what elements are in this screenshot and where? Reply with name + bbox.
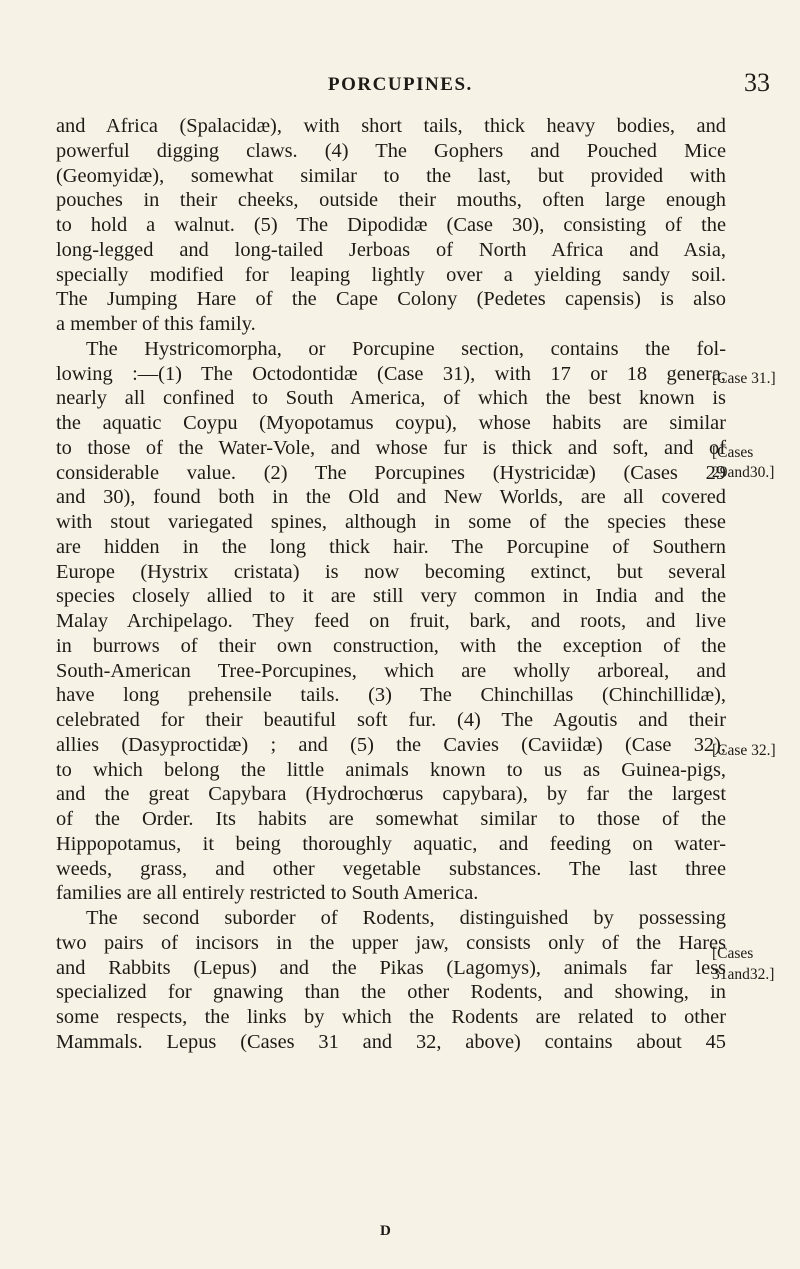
text-line: with stout variegated spines, although in some of the species these: [56, 511, 726, 533]
text-line: weeds, grass, and other vegetable substances. The last three: [56, 857, 726, 880]
text-line: specialized for gnawing than the other Rodents, and showing, in: [56, 981, 726, 1004]
text-line: some respects, the links by which the Rodents are related to other: [56, 1006, 726, 1028]
text-line: lowing :—(1) The Octodontidæ (Case 31), with 17 or 18 genera,: [56, 362, 726, 385]
text-line: celebrated for their beautiful soft fur. (4) The Agoutis and their: [56, 709, 726, 731]
text-line: the aquatic Coypu (Myopotamus coypu), whose habits are similar: [56, 412, 726, 434]
text-line: and Africa (Spalacidæ), with short tails, thick heavy bodies, and: [56, 115, 726, 137]
text-line: to hold a walnut. (5) The Dipodidæ (Case 30), consisting of the: [56, 214, 726, 236]
text-line: species closely allied to it are still very common in India and the: [56, 585, 726, 608]
text-line: pouches in their cheeks, outside their mouths, often large enough: [56, 189, 726, 212]
text-line: in burrows of their own construction, with the exception of the: [56, 634, 726, 657]
text-line: (Geomyidæ), somewhat similar to the last, but provided with: [56, 164, 726, 187]
margin-note-cases-29-30-a: [Cases: [712, 444, 754, 461]
text-line: The second suborder of Rodents, distinguished by possessing: [86, 907, 726, 929]
text-line: specially modified for leaping lightly over a yielding sandy soil.: [56, 263, 726, 286]
margin-note-cases-31-32-a: [Cases: [712, 945, 754, 962]
text-line: Malay Archipelago. They feed on fruit, bark, and roots, and live: [56, 610, 726, 632]
text-line: and the great Capybara (Hydrochœrus capybara), by far the largest: [56, 783, 726, 806]
running-head: PORCUPINES.: [328, 74, 473, 95]
text-line: allies (Dasyproctidæ) ; and (5) the Cavies (Caviidæ) (Case 32),: [56, 733, 726, 756]
text-line: to which belong the little animals known to us as Guinea-pigs,: [56, 758, 726, 781]
page-number: 33: [744, 68, 770, 97]
text-line: are hidden in the long thick hair. The Porcupine of Southern: [56, 535, 726, 558]
text-line: long-legged and long-tailed Jerboas of North Africa and Asia,: [56, 238, 726, 261]
text-line: a member of this family.: [56, 313, 256, 335]
text-line: Mammals. Lepus (Cases 31 and 32, above) contains about 45: [56, 1030, 726, 1053]
margin-note-cases-31-32-b: 31and32.]: [712, 966, 775, 983]
margin-note-case-31: [Case 31.]: [712, 370, 776, 387]
text-line: nearly all confined to South America, of which the best known is: [56, 387, 726, 410]
body-text: [56, 114, 726, 1055]
margin-note-cases-29-30-b: 29and30.]: [712, 464, 775, 481]
text-line: families are all entirely restricted to South America.: [56, 882, 479, 905]
text-line: of the Order. Its habits are somewhat similar to those of the: [56, 808, 726, 830]
text-line: The Hystricomorpha, or Porcupine section, contains the fol-: [86, 337, 726, 360]
margin-note-case-32: [Case 32.]: [712, 742, 776, 759]
text-line: and 30), found both in the Old and New Worlds, are all covered: [56, 486, 726, 509]
text-line: The Jumping Hare of the Cape Colony (Pedetes capensis) is also: [56, 288, 726, 311]
signature-mark: D: [380, 1223, 391, 1239]
text-line: to those of the Water-Vole, and whose fur is thick and soft, and of: [56, 436, 726, 459]
text-line: powerful digging claws. (4) The Gophers and Pouched Mice: [56, 139, 726, 162]
text-line: two pairs of incisors in the upper jaw, consists only of the Hares: [56, 931, 726, 954]
text-line: and Rabbits (Lepus) and the Pikas (Lagomys), animals far less: [56, 956, 726, 979]
text-line: Europe (Hystrix cristata) is now becoming extinct, but several: [56, 560, 726, 583]
text-line: considerable value. (2) The Porcupines (Hystricidæ) (Cases 29: [56, 461, 726, 484]
text-line: South-American Tree-Porcupines, which are wholly arboreal, and: [56, 659, 726, 682]
text-line: Hippopotamus, it being thoroughly aquatic, and feeding on water-: [56, 832, 726, 855]
text-line: have long prehensile tails. (3) The Chinchillas (Chinchillidæ),: [56, 684, 726, 707]
